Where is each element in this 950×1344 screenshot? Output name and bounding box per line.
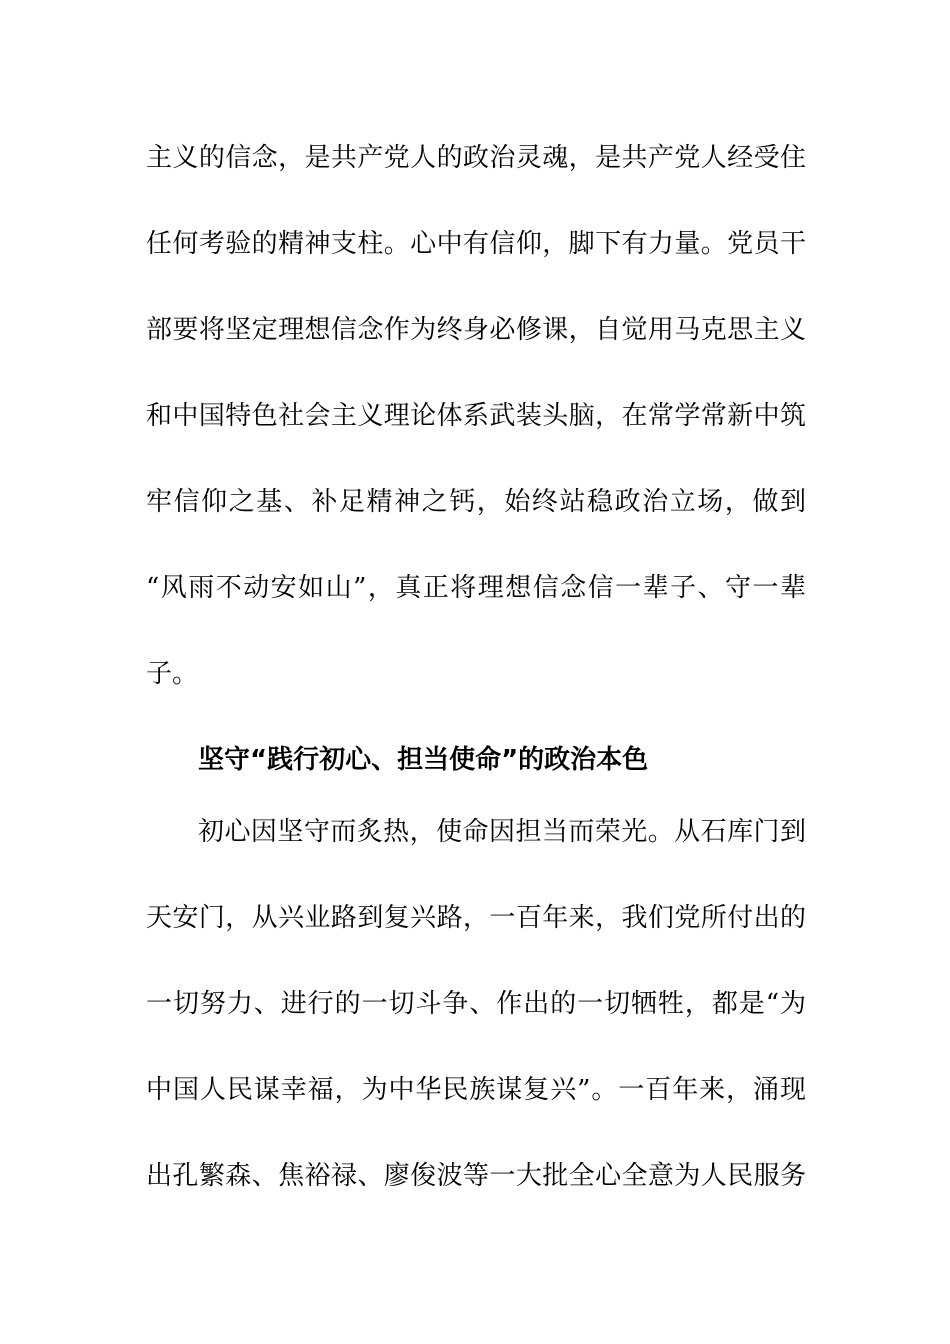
paragraph-line: 出孔繁森、焦裕禄、廖俊波等一大批全心全意为人民服务: [146, 1161, 806, 1191]
paragraph-line: 和中国特色社会主义理论体系武装头脑，在常学常新中筑: [146, 401, 806, 431]
paragraph-line: “风雨不动安如山”，真正将理想信念信一辈子、守一辈: [146, 573, 806, 603]
paragraph-line: 部要将坚定理想信念作为终身必修课，自觉用马克思主义: [146, 315, 806, 345]
paragraph-line: 任何考验的精神支柱。心中有信仰，脚下有力量。党员干: [146, 229, 806, 259]
paragraph-line: 主义的信念，是共产党人的政治灵魂，是共产党人经受住: [146, 143, 806, 173]
paragraph-line: 牢信仰之基、补足精神之钙，始终站稳政治立场，做到: [146, 487, 806, 517]
paragraph-line: 中国人民谋幸福，为中华民族谋复兴”。一百年来，涌现: [146, 1075, 806, 1105]
paragraph-line: 一切努力、进行的一切斗争、作出的一切牺牲，都是“为: [146, 989, 806, 1019]
paragraph-line: 子。: [146, 659, 199, 689]
paragraph-line: 天安门，从兴业路到复兴路，一百年来，我们党所付出的: [146, 903, 806, 933]
paragraph-line: 初心因坚守而炙热，使命因担当而荣光。从石库门到: [198, 817, 806, 847]
section-heading: 坚守“践行初心、担当使命”的政治本色: [198, 745, 649, 775]
